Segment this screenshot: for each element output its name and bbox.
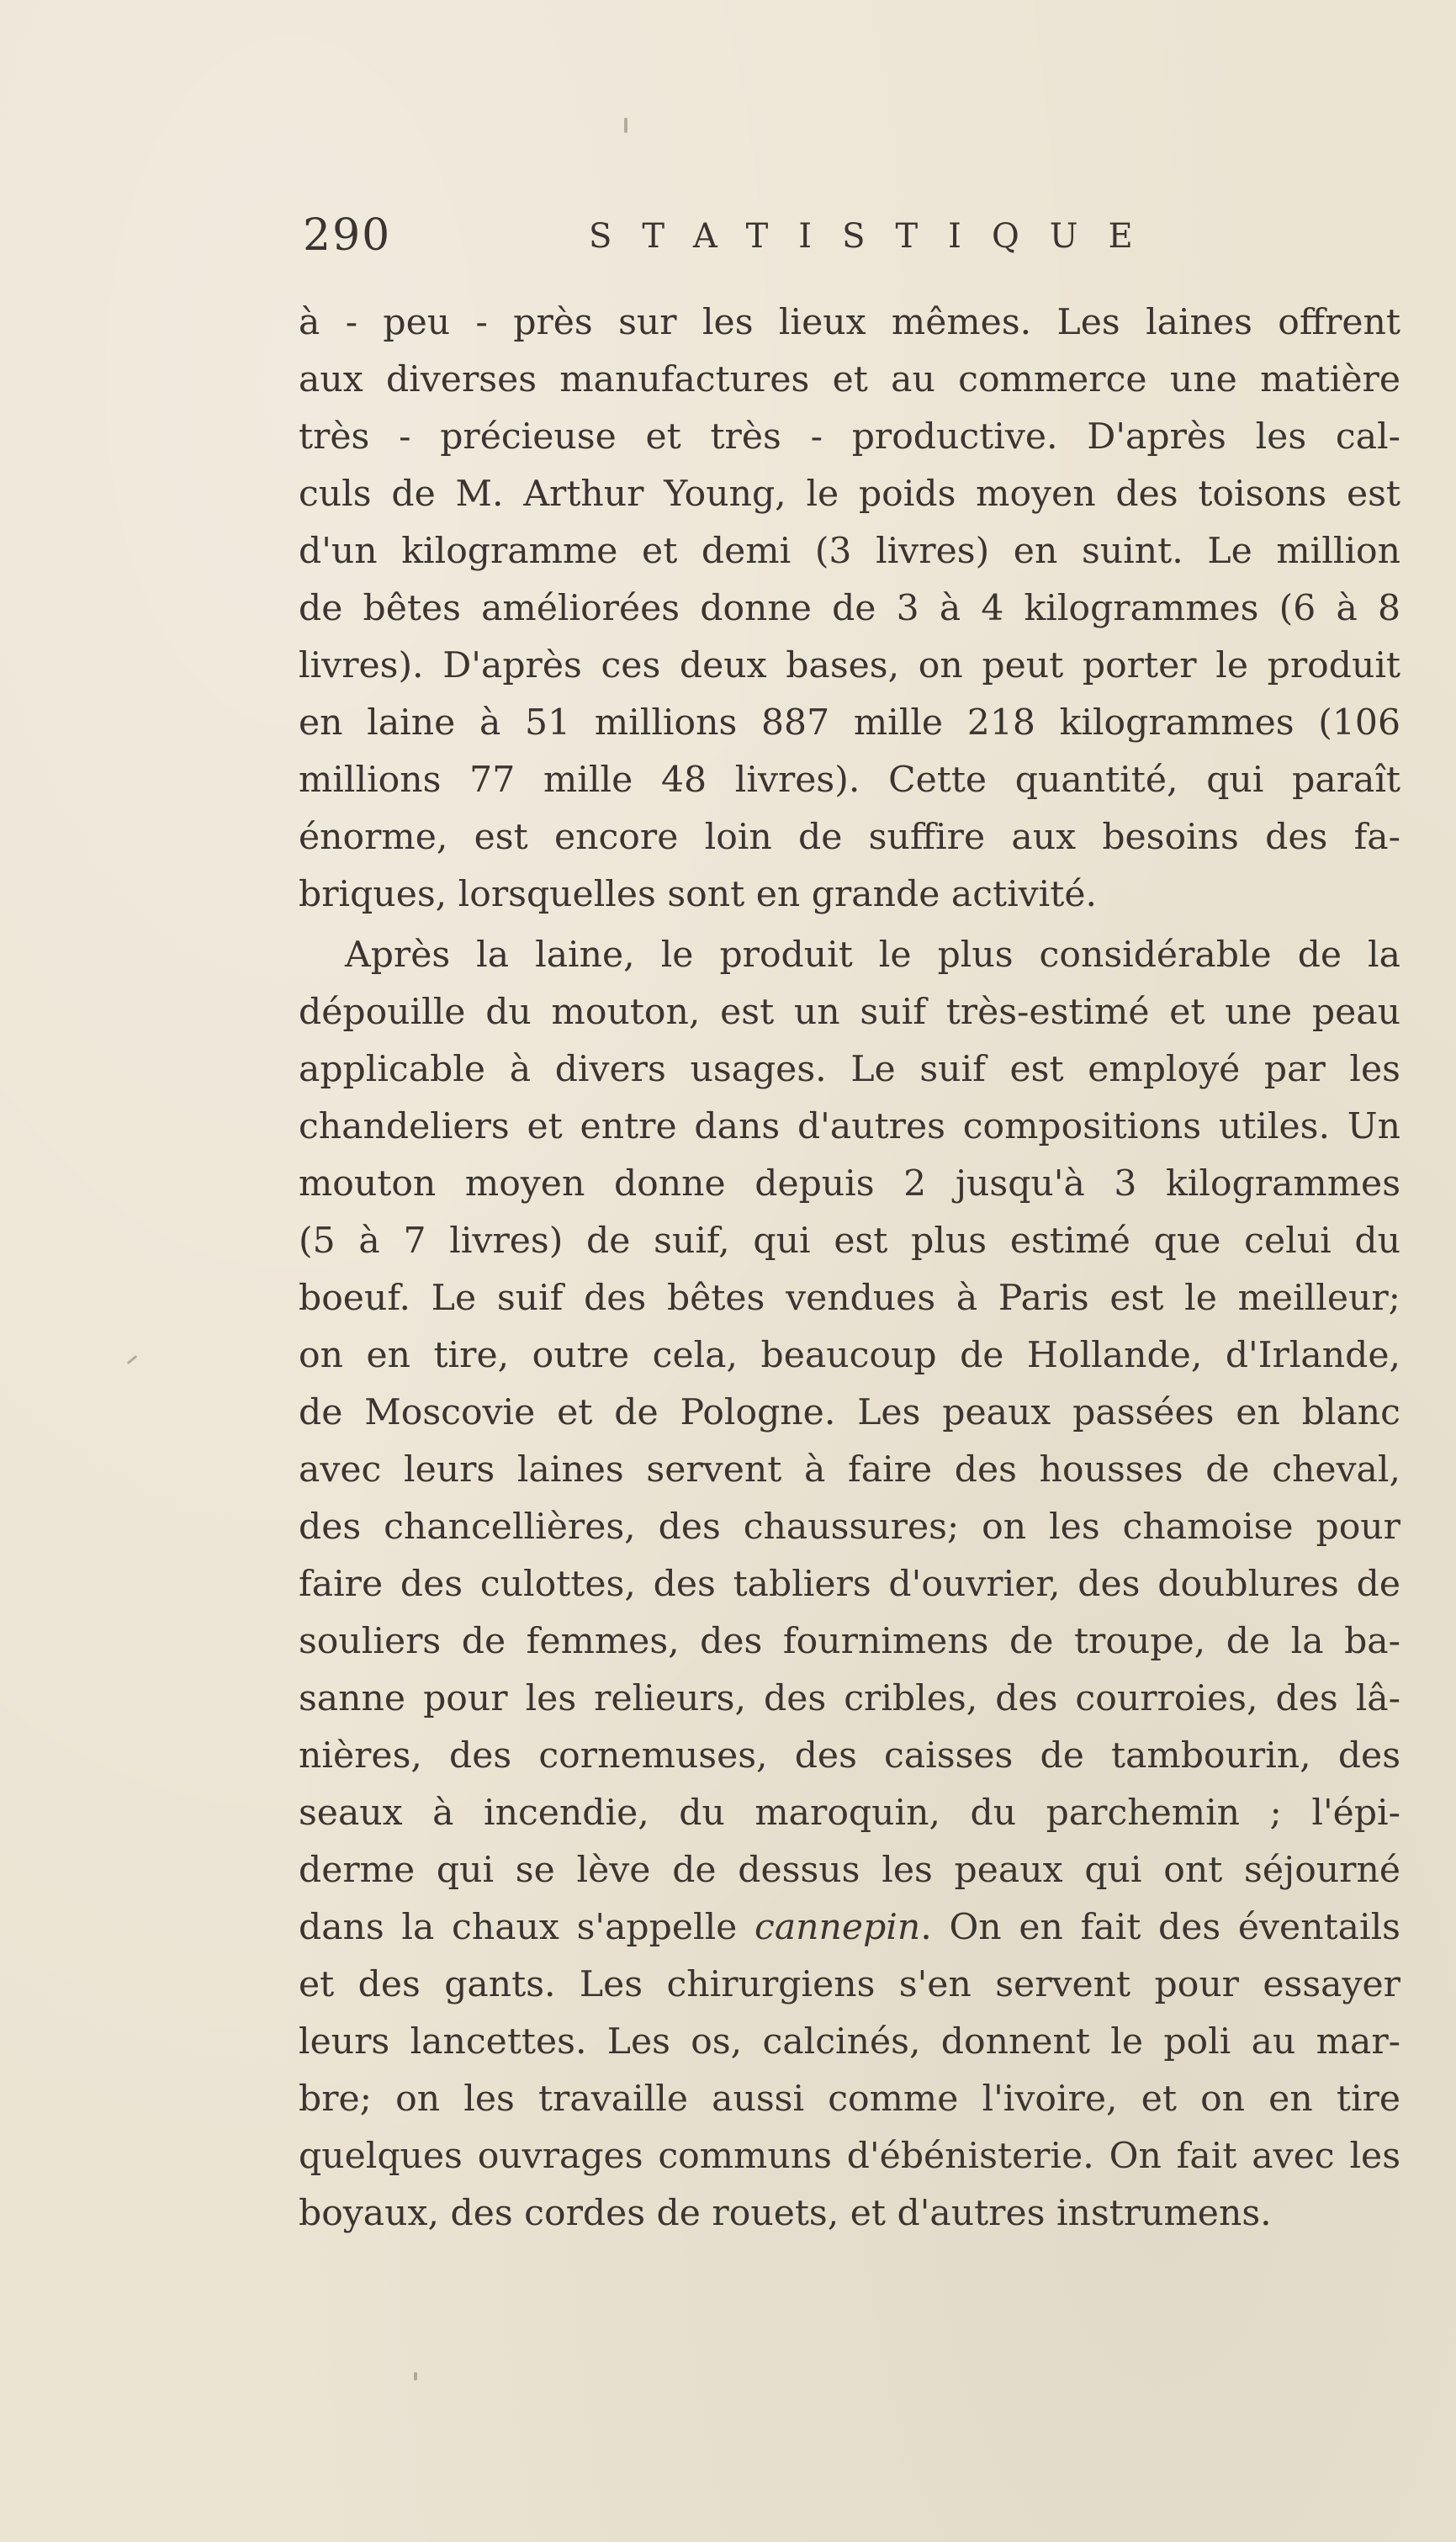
text-line: livres). D'après ces deux bases, on peut porter le produit [299,645,1400,686]
text-line: boeuf. Le suif des bêtes vendues à Paris est le meilleur; [299,1278,1400,1319]
text-line: boyaux, des cordes de rouets, et d'autres instrumens. [299,2193,1272,2234]
text-line: briques, lorsquelles sont en grande activité. [299,874,1098,915]
text-line: de Moscovie et de Pologne. Les peaux passées en blanc [299,1392,1400,1433]
text-line: en laine à 51 millions 887 mille 218 kilogrammes (106 [299,702,1400,744]
body-text [299,294,1400,2243]
text-line: quelques ouvrages communs d'ébénisterie. On fait avec les [299,2136,1400,2177]
line-text: . On en fait des éventails [920,1907,1400,1948]
text-line: mouton moyen donne depuis 2 jusqu'à 3 kilogrammes [299,1163,1400,1205]
text-line: énorme, est encore loin de suffire aux besoins des fa- [299,817,1400,858]
paper-speck [127,1355,138,1364]
text-line: leurs lancettes. Les os, calcinés, donnent le poli au mar- [299,2021,1400,2063]
text-line: dépouille du mouton, est un suif très-estimé et une peau [299,992,1400,1033]
paragraph-1 [299,294,1400,924]
line-text: dans la chaux s'appelle [299,1907,738,1948]
text-line: faire des culottes, des tabliers d'ouvrier, des doublures de [299,1564,1400,1605]
text-line: sanne pour les relieurs, des cribles, des courroies, des lâ- [299,1678,1400,1719]
text-line: aux diverses manufactures et au commerce une matière [299,359,1400,400]
text-line: à - peu - près sur les lieux mêmes. Les laines offrent [299,302,1400,343]
text-line: avec leurs laines servent à faire des housses de cheval, [299,1449,1400,1491]
text-line: très - précieuse et très - productive. D'après les cal- [299,416,1400,458]
text-line: seaux à incendie, du maroquin, du parchemin ; l'épi- [299,1793,1400,1834]
running-title: STATISTIQUE [589,217,1163,256]
text-line: des chancellières, des chaussures; on les chamoise pour [299,1507,1400,1548]
text-line: applicable à divers usages. Le suif est employé par les [299,1049,1400,1090]
text-line: derme qui se lève de dessus les peaux qui ont séjourné [299,1850,1400,1891]
italic-term: cannepin [754,1907,921,1948]
page-header [303,210,1405,278]
text-line: on en tire, outre cela, beaucoup de Hollande, d'Irlande, [299,1335,1400,1376]
text-line: culs de M. Arthur Young, le poids moyen des toisons est [299,474,1400,515]
page-number: 290 [303,210,392,261]
text-line: d'un kilogramme et demi (3 livres) en suint. Le million [299,531,1400,572]
paper-speck [414,2372,417,2380]
paragraph-2 [299,927,1400,2243]
text-line: de bêtes améliorées donne de 3 à 4 kilogrammes (6 à 8 [299,588,1400,629]
paper-speck [624,118,627,133]
text-line: nières, des cornemuses, des caisses de tambourin, des [299,1735,1400,1777]
text-line: millions 77 mille 48 livres). Cette quantité, qui paraît [299,760,1400,801]
text-line: bre; on les travaille aussi comme l'ivoire, et on en tire [299,2079,1400,2120]
text-line: Après la laine, le produit le plus considérable de la [345,935,1400,976]
text-line: chandeliers et entre dans d'autres compositions utiles. Un [299,1106,1400,1147]
text-line: (5 à 7 livres) de suif, qui est plus estimé que celui du [299,1221,1400,1262]
text-line: souliers de femmes, des fournimens de troupe, de la ba- [299,1621,1400,1662]
text-line-italic-term [299,1899,1400,1957]
text-line: et des gants. Les chirurgiens s'en servent pour essayer [299,1964,1400,2005]
